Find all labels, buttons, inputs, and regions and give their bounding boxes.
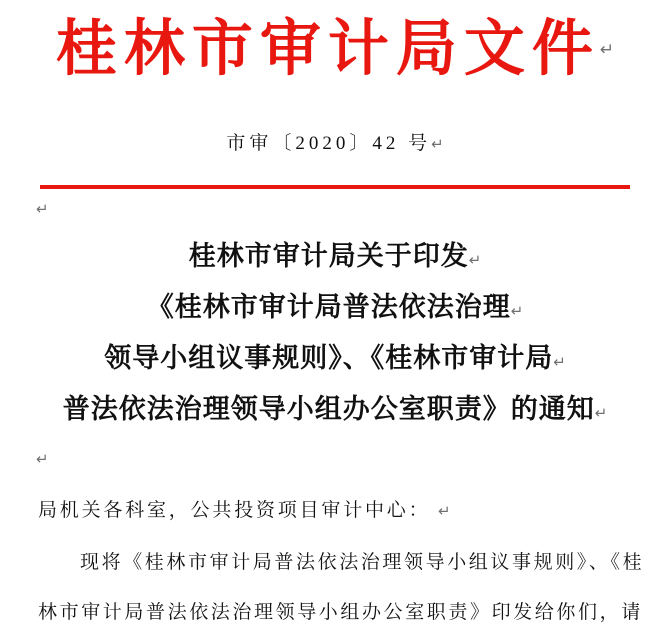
paragraph-return-icon: ↵ xyxy=(594,404,608,422)
masthead-title-text: 桂林市审计局文件 xyxy=(55,16,600,83)
salutation-text: 局机关各科室，公共投资项目审计中心： xyxy=(38,500,431,521)
paragraph-return-icon: ↵ xyxy=(431,135,444,153)
paragraph-return-icon: ↵ xyxy=(36,200,49,218)
red-divider-rule xyxy=(40,185,630,189)
paragraph-return-icon: ↵ xyxy=(553,353,566,371)
body-paragraph-line: 现将《桂林市审计局普法依法治理领导小组议事规则》、《桂 xyxy=(80,552,645,573)
title-line-text: 普法依法治理领导小组办公室职责》的通知 xyxy=(62,394,595,424)
document-title-block xyxy=(0,231,670,435)
paragraph-return-icon: ↵ xyxy=(437,502,451,520)
title-line xyxy=(0,282,670,333)
body-paragraph-line: 林市审计局普法依法治理领导小组办公室职责》印发给你们，请 xyxy=(38,602,643,623)
doc-number-text: 市审〔2020〕42 号 xyxy=(226,133,432,154)
paragraph-return-icon: ↵ xyxy=(599,40,615,60)
title-line-text: 领导小组议事规则》、《桂林市审计局 xyxy=(104,343,554,373)
masthead-title xyxy=(0,4,670,96)
doc-number-line xyxy=(0,130,670,158)
paragraph-return-icon: ↵ xyxy=(468,251,482,269)
title-line xyxy=(0,231,670,282)
paragraph-return-icon: ↵ xyxy=(36,450,49,468)
title-line xyxy=(0,384,670,435)
paragraph-return-icon: ↵ xyxy=(510,302,524,320)
salutation-line xyxy=(38,497,451,525)
title-line-text: 《桂林市审计局普法依法治理 xyxy=(146,292,511,322)
title-line-text: 桂林市审计局关于印发 xyxy=(188,241,469,271)
title-line xyxy=(0,333,670,384)
